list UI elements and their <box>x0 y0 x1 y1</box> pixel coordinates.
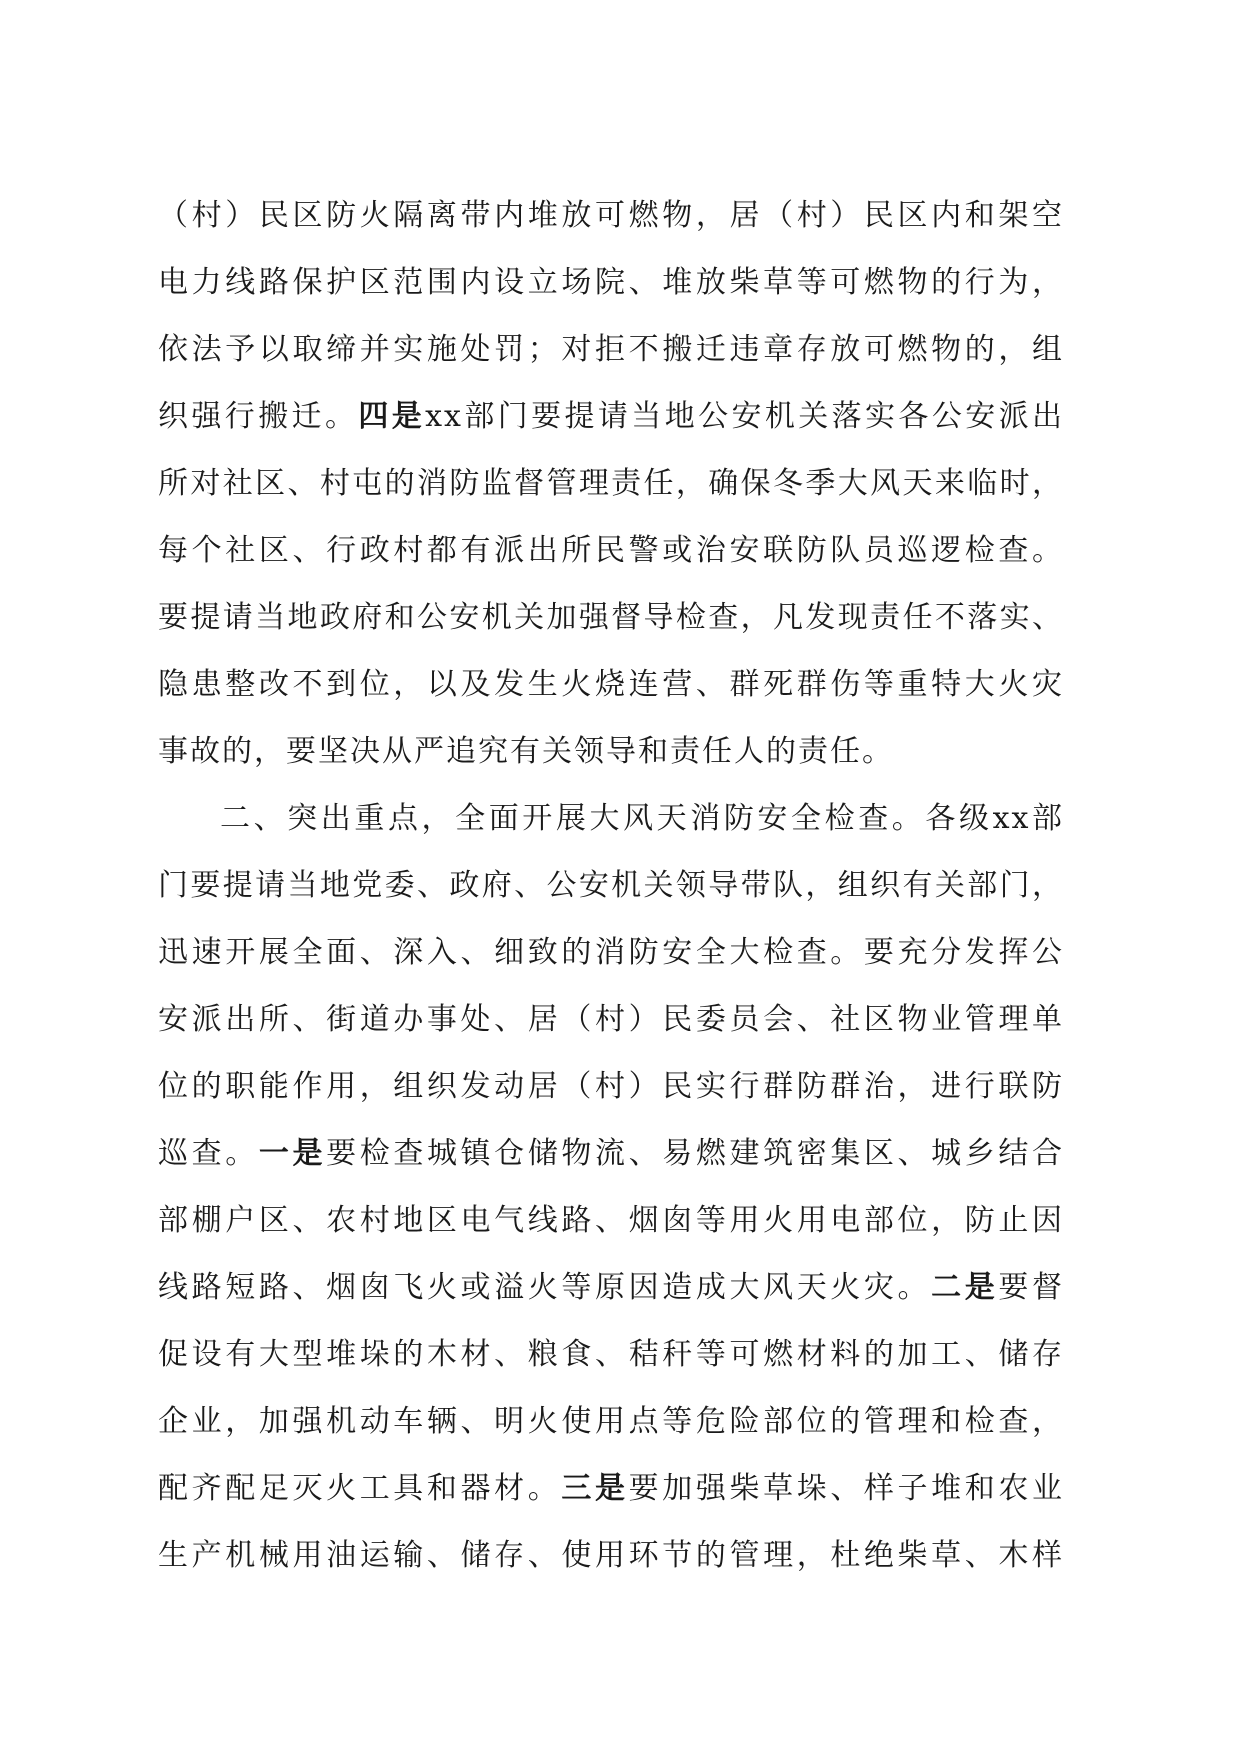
text-run: xx部门要提请当地公安机关落实各公安派出 <box>425 399 1064 434</box>
text-line <box>158 1469 1064 1509</box>
text-line: 隐患整改不到位，以及发生火烧连营、群死群伤等重特大火灾 <box>158 667 1064 702</box>
text-line <box>158 1134 1064 1174</box>
text-run: 要检查城镇仓储物流、易燃建筑密集区、城乡结合 <box>326 1136 1065 1171</box>
text-line: 每个社区、行政村都有派出所民警或治安联防队员巡逻检查。 <box>158 533 1064 568</box>
text-line: 企业，加强机动车辆、明火使用点等危险部位的管理和检查， <box>158 1404 1064 1439</box>
text-line: 位的职能作用，组织发动居（村）民实行群防群治，进行联防 <box>158 1069 1064 1104</box>
text-run: 线路短路、烟囱飞火或溢火等原因造成大风天火灾。 <box>158 1270 932 1305</box>
text-line: 事故的，要坚决从严追究有关领导和责任人的责任。 <box>158 734 894 769</box>
text-line: 迅速开展全面、深入、细致的消防安全大检查。要充分发挥公 <box>158 935 1064 970</box>
text-run: 巡查。 <box>158 1136 259 1171</box>
text-line: 生产机械用油运输、储存、使用环节的管理，杜绝柴草、木样 <box>158 1538 1064 1573</box>
bold-marker-first: 一是 <box>258 1136 327 1171</box>
text-line <box>158 397 1064 437</box>
text-run: 织强行搬迁。 <box>158 399 359 434</box>
section-heading-line: 二、突出重点，全面开展大风天消防安全检查。各级xx部 <box>220 801 1064 836</box>
text-line: 依法予以取缔并实施处罚；对拒不搬迁违章存放可燃物的，组 <box>158 332 1064 367</box>
text-run: 要督 <box>998 1270 1065 1305</box>
text-line <box>158 1268 1064 1308</box>
bold-marker-third: 三是 <box>561 1471 629 1506</box>
text-line: 部棚户区、农村地区电气线路、烟囱等用火用电部位，防止因 <box>158 1203 1064 1238</box>
text-run: 要加强柴草垛、样子堆和农业 <box>628 1471 1065 1506</box>
bold-marker-second: 二是 <box>931 1270 999 1305</box>
bold-marker-fourth: 四是 <box>358 399 426 434</box>
text-line: 促设有大型堆垛的木材、粮食、秸秆等可燃材料的加工、储存 <box>158 1337 1064 1372</box>
text-line: 安派出所、街道办事处、居（村）民委员会、社区物业管理单 <box>158 1002 1064 1037</box>
text-line: 电力线路保护区范围内设立场院、堆放柴草等可燃物的行为， <box>158 265 1064 300</box>
text-line: （村）民区防火隔离带内堆放可燃物，居（村）民区内和架空 <box>158 198 1064 233</box>
text-line: 门要提请当地党委、政府、公安机关领导带队，组织有关部门， <box>158 868 1064 903</box>
text-line: 要提请当地政府和公安机关加强督导检查，凡发现责任不落实、 <box>158 600 1064 635</box>
text-line: 所对社区、村屯的消防监督管理责任，确保冬季大风天来临时， <box>158 466 1064 501</box>
text-run: 配齐配足灭火工具和器材。 <box>158 1471 562 1506</box>
